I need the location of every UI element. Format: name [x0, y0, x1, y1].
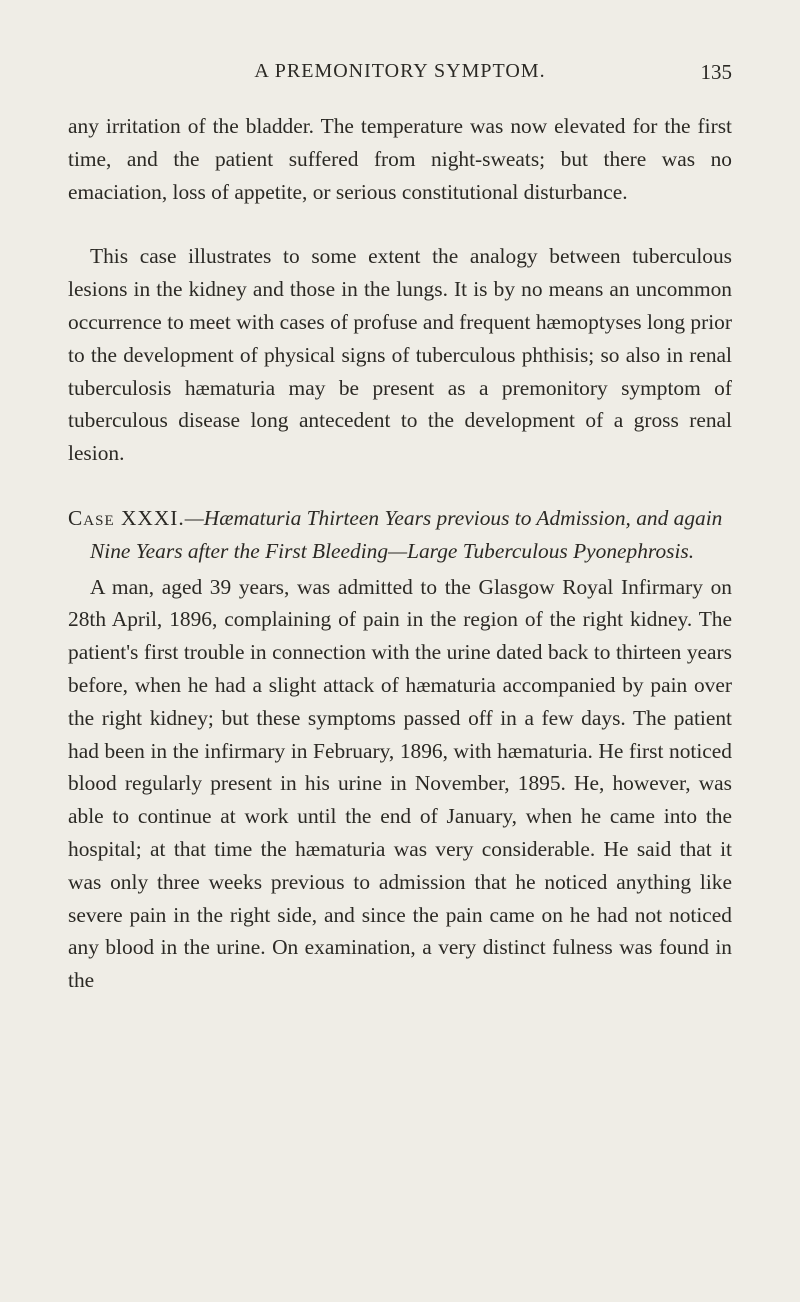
running-head	[68, 60, 732, 90]
paragraph-continuation: any irritation of the bladder. The temperature was now elevated for the first time, and the patient suffered from night-sweats; but there was no emaciation, loss of appetite, or serious constitutional disturbance.	[68, 114, 732, 204]
case-label: Case XXXI.	[68, 505, 185, 530]
case-title: —Hæmaturia Thirteen Years previous to Admission, and again Nine Years after the First Bleeding—Large Tuberculous Pyonephrosis.	[90, 505, 723, 563]
paragraph-case-history: A man, aged 39 years, was admitted to the Glasgow Royal Infirmary on 28th April, 1896, complaining of pain in the region of the right kidney. The patient's first trouble in connection with the urine dated back to thirteen years before, when he had a slight attack of hæmaturia accompanied by pain over the right kidney; but these symptoms passed off in a few days. The patient had been in the infirmary in February, 1896, with hæmaturia. He first noticed blood regularly present in his urine in November, 1895. He, however, was able to continue at work until the end of January, when he came into the hospital; at that time the hæmaturia was very considerable. He said that it was only three weeks previous to admission that he noticed anything like severe pain in the right side, and since the pain came on he had not noticed any blood in the urine. On examination, a very distinct fulness was found in the	[68, 574, 732, 993]
paragraph-analogy: This case illustrates to some extent the analogy between tuberculous lesions in the kidney and those in the lungs. It is by no means an uncommon occurrence to meet with cases of profuse and frequent hæmoptyses long prior to the development of physical signs of tuberculous phthisis; so also in renal tuberculosis hæmaturia may be present as a premonitory symptom of tuberculous disease long antecedent to the development of a gross renal lesion.	[68, 244, 732, 466]
page-number: 135	[700, 60, 732, 84]
case-heading	[68, 502, 732, 568]
body-text	[68, 110, 732, 997]
running-title: A PREMONITORY SYMPTOM.	[254, 60, 546, 82]
